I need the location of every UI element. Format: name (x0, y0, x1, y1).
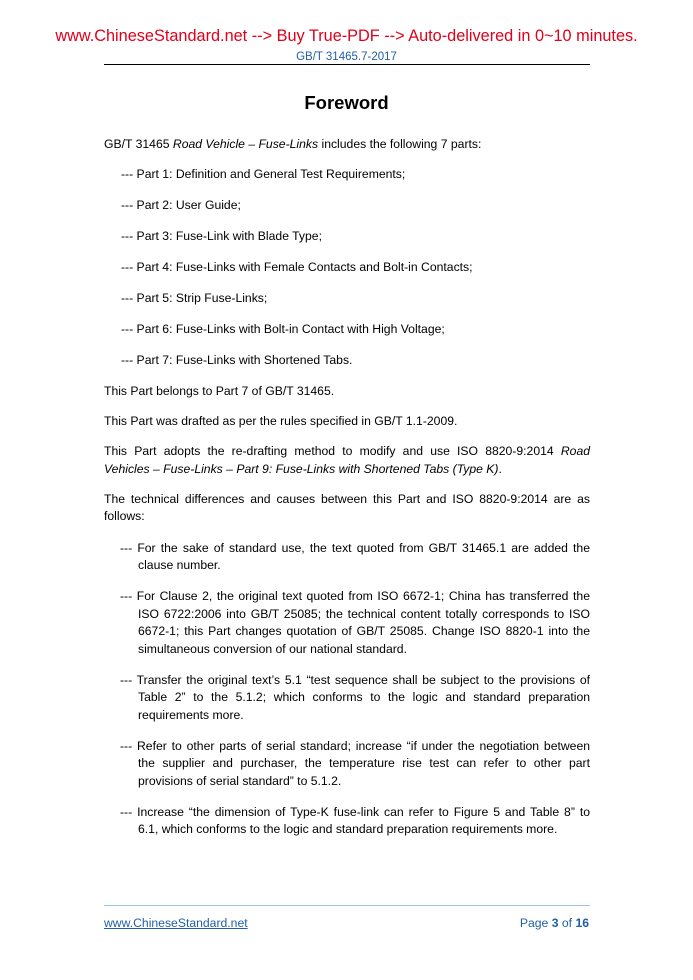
list-item: --- Transfer the original text’s 5.1 “test sequence shall be subject to the provisions of Table 2” to the 5.1.2; which conforms to the logic and standard preparation requirements more. (120, 672, 590, 722)
adopts-prefix: This Part adopts the re-drafting method to modify and use ISO 8820-9:2014 (104, 444, 561, 458)
list-item: --- For the sake of standard use, the text quoted from GB/T 31465.1 are added the clause number. (120, 540, 590, 572)
list-item: --- Part 1: Definition and General Test Requirements; (121, 167, 406, 181)
differences-intro: The technical differences and causes between this Part and ISO 8820-9:2014 are as follows: (104, 491, 590, 523)
parts-list (104, 166, 590, 370)
header-divider (104, 64, 590, 65)
document-body (104, 136, 590, 852)
list-item: --- Part 6: Fuse-Links with Bolt-in Contact with High Voltage; (121, 322, 445, 336)
standard-number: GB/T 31465.7-2017 (296, 51, 397, 63)
header-banner[interactable]: www.ChineseStandard.net --> Buy True-PDF --> Auto-delivered in 0~10 minutes. (55, 27, 638, 45)
page-label: Page (519, 916, 552, 930)
footer-link[interactable]: www.ChineseStandard.net (104, 916, 248, 930)
list-item: --- Refer to other parts of serial standard; increase “if under the negotiation between the supplier and purchaser, the temperature rise test can refer to other part provisions of serial standard” to 5.1.2. (120, 738, 590, 788)
intro-suffix: includes the following 7 parts: (318, 137, 482, 151)
list-item: --- Increase “the dimension of Type-K fuse-link can refer to Figure 5 and Table 8” to 6.1, which conforms to the logic and standard preparation requirements more. (120, 804, 590, 836)
list-item: --- Part 7: Fuse-Links with Shortened Tabs. (121, 353, 353, 367)
list-item: --- For Clause 2, the original text quoted from ISO 6672-1; China has transferred the ISO 6722:2006 into GB/T 25085; the technical content totally corresponds to ISO 6672-1; this Part changes quotation of GB/T 25085. Change ISO 8820-1 into the simultaneous conversion of our national standard. (120, 589, 590, 656)
intro-title: Road Vehicle – Fuse-Links (172, 137, 319, 151)
list-item: --- Part 5: Strip Fuse-Links; (121, 291, 268, 305)
adopts-suffix: . (498, 461, 502, 476)
intro-paragraph (104, 136, 590, 154)
page-total: 16 (575, 916, 589, 930)
page-current: 3 (551, 916, 559, 930)
belongs-paragraph: This Part belongs to Part 7 of GB/T 31465. (104, 384, 335, 398)
page-title: Foreword (304, 92, 389, 113)
intro-prefix: GB/T 31465 (104, 137, 173, 151)
footer-divider (104, 905, 590, 906)
adopts-paragraph (104, 443, 590, 478)
list-item: --- Part 3: Fuse-Link with Blade Type; (121, 229, 322, 243)
page-indicator (520, 916, 589, 931)
adopts-title: Road Vehicles – Fuse-Links – Part 9: Fuse-Links with Shortened Tabs (Type K) (104, 444, 590, 476)
list-item: --- Part 4: Fuse-Links with Female Contacts and Bolt-in Contacts; (121, 260, 473, 274)
drafted-paragraph: This Part was drafted as per the rules specified in GB/T 1.1-2009. (104, 414, 458, 428)
page-of: of (558, 916, 576, 930)
list-item: --- Part 2: User Guide; (121, 198, 241, 212)
